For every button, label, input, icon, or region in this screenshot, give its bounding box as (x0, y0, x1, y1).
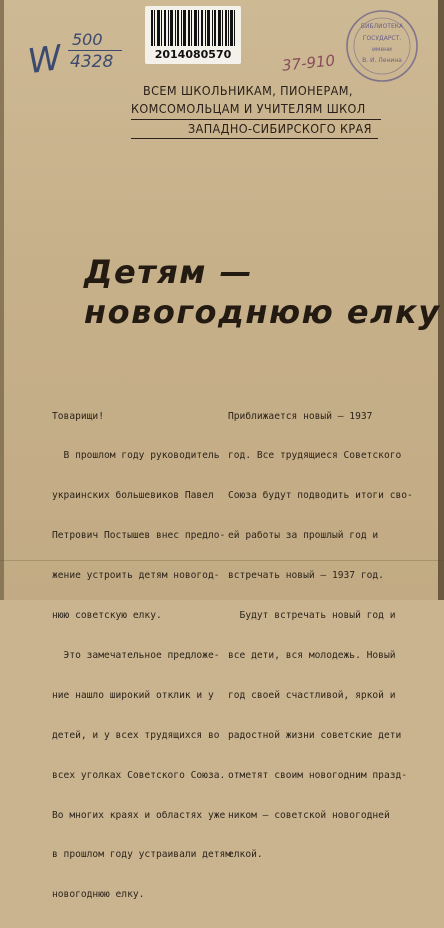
text-line: Во многих краях и областях уже (52, 809, 226, 821)
text-line: детей, и у всех трудящихся во (52, 729, 220, 741)
page-edge-left (0, 0, 4, 600)
text-line: Союза будут подводить итоги сво- (228, 490, 413, 502)
text-line: радостной жизни советские дети (228, 729, 402, 741)
text-line: елкой. (228, 849, 263, 861)
shelf-mark-top: 500 (72, 30, 103, 49)
header-line-3: ЗАПАДНО-СИБИРСКОГО КРАЯ (131, 120, 378, 139)
barcode-sticker (145, 6, 241, 64)
title-line-2: новогоднюю елку (84, 293, 441, 331)
library-stamp-icon (344, 8, 420, 84)
stamp-line-4: В. И. Ленина (362, 57, 402, 64)
text-line: Товарищи! (52, 410, 104, 422)
text-line: ние нашло широкий отклик и у (52, 689, 214, 701)
stamp-line-2: ГОСУДАРСТ. (362, 35, 402, 42)
text-line: ником — советской новогодней (228, 809, 390, 821)
text-line: новогоднюю елку. (52, 889, 145, 901)
text-column-left (52, 383, 231, 928)
text-line: Будут встречать новый год и (228, 610, 396, 622)
text-line: Петрович Постышев внес предло- (52, 530, 226, 542)
stamp-line-3: имени (372, 46, 392, 53)
text-line: всех уголках Советского Союза. (52, 769, 226, 781)
text-line: год своей счастливой, яркой и (228, 689, 396, 701)
inventory-number: 37-910 (281, 51, 336, 75)
paper-fold-line (0, 560, 444, 561)
text-line: жение устроить детям новогод- (52, 570, 220, 582)
text-line: В прошлом году руководитель (52, 450, 220, 462)
text-line: ей работы за прошлый год и (228, 530, 379, 542)
text-line: отметят своим новогодним празд- (228, 769, 408, 781)
page-title (84, 252, 441, 332)
text-line: Приближается новый — 1937 (228, 410, 373, 422)
text-line: Это замечательное предложе- (52, 649, 220, 661)
handwritten-letter: W (25, 37, 65, 83)
shelf-mark-bottom: 4328 (70, 52, 114, 72)
header-line-2: КОМСОМОЛЬЦАМ И УЧИТЕЛЯМ ШКОЛ (131, 100, 381, 120)
text-line: все дети, вся молодежь. Новый (228, 649, 396, 661)
title-line-1: Детям — (84, 253, 254, 291)
shelf-mark-divider (68, 50, 122, 51)
text-line: в прошлом году устраивали детям (52, 849, 232, 861)
barcode-icon (151, 10, 235, 46)
header-line-1: ВСЕМ ШКОЛЬНИКАМ, ПИОНЕРАМ, (143, 83, 353, 98)
text-line: украинских большевиков Павел (52, 490, 214, 502)
stamp-line-1: БИБЛИОТЕКА (360, 23, 404, 30)
barcode-number: 2014080570 (154, 48, 232, 61)
text-column-right (228, 383, 413, 888)
text-line: встречать новый — 1937 год. (228, 570, 384, 582)
text-line: нюю советскую елку. (52, 610, 162, 622)
address-header (131, 82, 381, 139)
text-line: год. Все трудящиеся Советского (228, 450, 402, 462)
